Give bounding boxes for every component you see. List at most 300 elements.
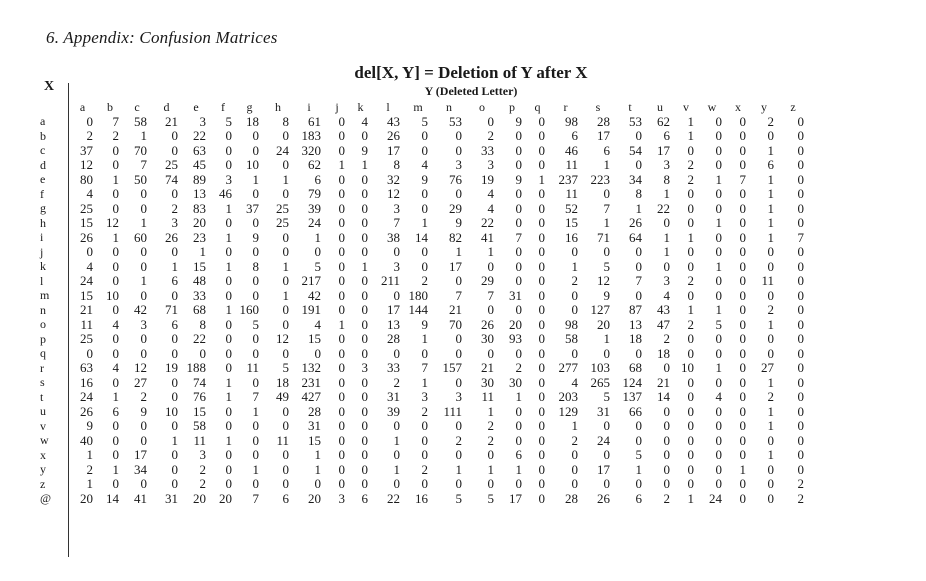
matrix-cell: 25	[80, 200, 93, 216]
matrix-cell: 7	[112, 113, 119, 129]
matrix-cell: 1	[515, 461, 522, 477]
matrix-cell: 20	[193, 215, 206, 231]
matrix-cell: 0	[171, 345, 178, 361]
matrix-cell: 0	[421, 345, 428, 361]
matrix-cell: 0	[538, 215, 545, 231]
matrix-cell: 0	[455, 476, 462, 492]
matrix-cell: 1	[252, 403, 259, 419]
matrix-cell: 2	[199, 476, 206, 492]
matrix-cell: 3	[225, 171, 232, 187]
matrix-cell: 0	[797, 157, 804, 173]
matrix-cell: 21	[657, 374, 670, 390]
matrix-cell: 4	[86, 258, 93, 274]
column-header-p: p	[509, 100, 515, 114]
matrix-cell: 0	[538, 316, 545, 332]
section-heading: 6. Appendix: Confusion Matrices	[46, 28, 278, 47]
table-row	[40, 114, 808, 129]
matrix-cell: 0	[140, 476, 147, 492]
row-header: f	[40, 186, 44, 201]
matrix-cell: 8	[252, 258, 259, 274]
matrix-cell: 0	[571, 476, 578, 492]
column-header-l: l	[386, 100, 390, 114]
matrix-cell: 0	[171, 461, 178, 477]
table-row	[40, 390, 808, 405]
matrix-cell: 23	[193, 229, 206, 245]
column-header-f: f	[221, 100, 225, 114]
matrix-cell: 0	[739, 345, 746, 361]
matrix-cell: 26	[387, 128, 400, 144]
column-header-d: d	[163, 100, 170, 114]
matrix-cell: 28	[308, 403, 321, 419]
matrix-cell: 20	[308, 490, 321, 506]
matrix-cell: 0	[112, 476, 119, 492]
table-row	[40, 433, 808, 448]
matrix-cell: 24	[597, 432, 610, 448]
matrix-cell: 3	[140, 316, 147, 332]
matrix-cell: 17	[597, 461, 610, 477]
matrix-cell: 0	[538, 142, 545, 158]
matrix-cell: 0	[338, 331, 345, 347]
matrix-cell: 0	[767, 345, 774, 361]
row-header: k	[40, 259, 46, 274]
matrix-cell: 0	[663, 461, 670, 477]
matrix-cell: 29	[449, 200, 462, 216]
matrix-cell: 1	[112, 461, 119, 477]
matrix-cell: 1	[487, 244, 494, 260]
matrix-cell: 0	[635, 287, 642, 303]
table-row	[40, 158, 808, 173]
matrix-cell: 7	[603, 200, 610, 216]
matrix-cell: 54	[629, 142, 642, 158]
row-header: z	[40, 476, 46, 491]
matrix-cell: 46	[565, 142, 578, 158]
matrix-cell: 2	[421, 273, 428, 289]
matrix-cell: 25	[276, 200, 289, 216]
column-header-o: o	[479, 100, 485, 114]
matrix-cell: 0	[797, 244, 804, 260]
matrix-cell: 9	[515, 113, 522, 129]
matrix-cell: 17	[657, 142, 670, 158]
matrix-cell: 0	[487, 302, 494, 318]
matrix-cell: 0	[663, 432, 670, 448]
matrix-cell: 0	[767, 258, 774, 274]
matrix-cell: 0	[487, 447, 494, 463]
matrix-cell: 0	[140, 186, 147, 202]
matrix-cell: 0	[538, 476, 545, 492]
matrix-cell: 0	[225, 316, 232, 332]
matrix-cell: 83	[193, 200, 206, 216]
matrix-cell: 89	[193, 171, 206, 187]
matrix-cell: 0	[338, 113, 345, 129]
matrix-cell: 0	[739, 113, 746, 129]
matrix-cell: 26	[80, 229, 93, 245]
matrix-cell: 0	[112, 432, 119, 448]
matrix-cell: 6	[112, 403, 119, 419]
matrix-cell: 63	[80, 360, 93, 376]
matrix-cell: 0	[515, 128, 522, 144]
matrix-cell: 34	[629, 171, 642, 187]
matrix-cell: 0	[767, 128, 774, 144]
matrix-cell: 3	[663, 157, 670, 173]
matrix-cell: 0	[393, 345, 400, 361]
matrix-cell: 0	[715, 229, 722, 245]
matrix-cell: 0	[112, 258, 119, 274]
matrix-cell: 1	[767, 171, 774, 187]
matrix-cell: 0	[252, 418, 259, 434]
matrix-cell: 58	[193, 418, 206, 434]
matrix-cell: 0	[739, 476, 746, 492]
matrix-cell: 0	[715, 331, 722, 347]
matrix-cell: 0	[635, 418, 642, 434]
matrix-cell: 1	[767, 403, 774, 419]
matrix-cell: 0	[715, 374, 722, 390]
matrix-cell: 1	[715, 215, 722, 231]
matrix-cell: 25	[276, 215, 289, 231]
matrix-cell: 1	[225, 200, 232, 216]
matrix-cell: 0	[455, 418, 462, 434]
matrix-cell: 0	[361, 229, 368, 245]
matrix-cell: 17	[387, 302, 400, 318]
matrix-cell: 0	[171, 244, 178, 260]
matrix-cell: 0	[314, 345, 321, 361]
matrix-cell: 1	[687, 229, 694, 245]
matrix-cell: 0	[635, 157, 642, 173]
matrix-cell: 0	[797, 374, 804, 390]
matrix-cell: 0	[571, 287, 578, 303]
matrix-cell: 0	[635, 476, 642, 492]
matrix-cell: 0	[282, 157, 289, 173]
matrix-cell: 37	[80, 142, 93, 158]
matrix-cell: 15	[565, 215, 578, 231]
matrix-cell: 0	[338, 302, 345, 318]
matrix-cell: 0	[282, 316, 289, 332]
matrix-cell: 66	[629, 403, 642, 419]
matrix-cell: 0	[282, 403, 289, 419]
matrix-cell: 0	[715, 403, 722, 419]
matrix-cell: 0	[361, 244, 368, 260]
matrix-cell: 1	[86, 447, 93, 463]
matrix-cell: 124	[622, 374, 642, 390]
matrix-cell: 17	[449, 258, 462, 274]
matrix-cell: 0	[252, 215, 259, 231]
matrix-cell: 12	[134, 360, 147, 376]
corner-cell	[40, 100, 68, 114]
matrix-cell: 8	[393, 157, 400, 173]
matrix-cell: 1	[338, 157, 345, 173]
matrix-cell: 1	[361, 157, 368, 173]
matrix-cell: 0	[797, 302, 804, 318]
row-header: o	[40, 317, 46, 332]
matrix-cell: 1	[252, 461, 259, 477]
matrix-cell: 0	[361, 403, 368, 419]
matrix-cell: 0	[361, 215, 368, 231]
matrix-cell: 0	[282, 345, 289, 361]
matrix-cell: 0	[171, 142, 178, 158]
matrix-cell: 0	[86, 113, 93, 129]
matrix-cell: 7	[393, 215, 400, 231]
matrix-cell: 47	[657, 316, 670, 332]
matrix-cell: 0	[739, 360, 746, 376]
matrix-cell: 211	[380, 273, 400, 289]
matrix-cell: 0	[225, 476, 232, 492]
matrix-cell: 183	[301, 128, 321, 144]
matrix-cell: 1	[767, 142, 774, 158]
matrix-cell: 1	[421, 215, 428, 231]
matrix-cell: 0	[361, 418, 368, 434]
matrix-cell: 0	[538, 345, 545, 361]
matrix-cell: 42	[308, 287, 321, 303]
matrix-cell: 43	[387, 113, 400, 129]
matrix-cell: 0	[140, 345, 147, 361]
matrix-cell: 0	[715, 287, 722, 303]
matrix-cell: 0	[252, 186, 259, 202]
matrix-cell: 22	[193, 128, 206, 144]
matrix-cell: 68	[193, 302, 206, 318]
matrix-cell: 2	[797, 476, 804, 492]
matrix-cell: 0	[687, 476, 694, 492]
matrix-cell: 1	[687, 490, 694, 506]
table-row	[40, 462, 808, 477]
matrix-cell: 0	[171, 374, 178, 390]
matrix-cell: 6	[515, 447, 522, 463]
matrix-cell: 0	[252, 244, 259, 260]
matrix-cell: 1	[140, 215, 147, 231]
matrix-cell: 0	[797, 142, 804, 158]
matrix-cell: 6	[314, 171, 321, 187]
matrix-cell: 2	[171, 200, 178, 216]
row-header: r	[40, 360, 44, 375]
matrix-cell: 0	[515, 258, 522, 274]
matrix-cell: 5	[603, 258, 610, 274]
matrix-title: del[X, Y] = Deletion of Y after X	[354, 63, 588, 82]
row-header: w	[40, 433, 49, 448]
matrix-cell: 1	[603, 157, 610, 173]
matrix-cell: 32	[387, 171, 400, 187]
matrix-cell: 0	[361, 447, 368, 463]
matrix-cell: 0	[797, 200, 804, 216]
matrix-cell: 1	[635, 200, 642, 216]
matrix-cell: 1	[767, 186, 774, 202]
matrix-cell: 0	[140, 200, 147, 216]
matrix-cell: 0	[140, 331, 147, 347]
matrix-cell: 0	[739, 403, 746, 419]
matrix-cell: 188	[186, 360, 206, 376]
matrix-cell: 0	[739, 447, 746, 463]
matrix-cell: 1	[515, 389, 522, 405]
table-row	[40, 346, 808, 361]
matrix-cell: 3	[455, 157, 462, 173]
matrix-cell: 1	[421, 374, 428, 390]
matrix-cell: 0	[797, 171, 804, 187]
matrix-cell: 0	[663, 258, 670, 274]
matrix-cell: 4	[361, 113, 368, 129]
matrix-cell: 18	[246, 113, 259, 129]
matrix-cell: 26	[80, 403, 93, 419]
matrix-cell: 0	[225, 360, 232, 376]
matrix-cell: 4	[663, 287, 670, 303]
matrix-cell: 80	[80, 171, 93, 187]
matrix-cell: 1	[538, 171, 545, 187]
matrix-cell: 0	[515, 142, 522, 158]
matrix-cell: 0	[86, 244, 93, 260]
column-header-i: i	[307, 100, 311, 114]
matrix-cell: 2	[571, 273, 578, 289]
matrix-cell: 1	[663, 229, 670, 245]
matrix-cell: 0	[361, 186, 368, 202]
matrix-cell: 0	[571, 244, 578, 260]
matrix-cell: 3	[199, 447, 206, 463]
matrix-cell: 0	[515, 200, 522, 216]
matrix-cell: 0	[797, 360, 804, 376]
matrix-cell: 0	[361, 345, 368, 361]
row-header: s	[40, 375, 45, 390]
matrix-cell: 5	[487, 490, 494, 506]
matrix-cell: 160	[239, 302, 259, 318]
matrix-cell: 5	[314, 258, 321, 274]
matrix-cell: 0	[282, 128, 289, 144]
matrix-cell: 12	[80, 157, 93, 173]
matrix-cell: 0	[225, 331, 232, 347]
matrix-cell: 7	[252, 389, 259, 405]
matrix-cell: 1	[487, 403, 494, 419]
matrix-cell: 1	[361, 258, 368, 274]
matrix-cell: 0	[603, 244, 610, 260]
matrix-cell: 0	[739, 273, 746, 289]
matrix-cell: 0	[797, 128, 804, 144]
matrix-cell: 103	[590, 360, 610, 376]
matrix-cell: 0	[739, 389, 746, 405]
matrix-cell: 0	[393, 287, 400, 303]
matrix-cell: 11	[276, 432, 289, 448]
matrix-cell: 24	[709, 490, 722, 506]
column-header-x: x	[735, 100, 741, 114]
matrix-cell: 0	[487, 345, 494, 361]
matrix-cell: 0	[687, 244, 694, 260]
matrix-cell: 0	[515, 186, 522, 202]
matrix-cell: 2	[687, 171, 694, 187]
matrix-cell: 39	[308, 200, 321, 216]
matrix-cell: 0	[739, 374, 746, 390]
matrix-cell: 11	[565, 157, 578, 173]
matrix-cell: 0	[571, 345, 578, 361]
matrix-cell: 24	[80, 389, 93, 405]
matrix-cell: 8	[199, 316, 206, 332]
matrix-cell: 4	[112, 316, 119, 332]
column-header-e: e	[193, 100, 199, 114]
matrix-cell: 20	[219, 490, 232, 506]
matrix-cell: 11	[481, 389, 494, 405]
matrix-cell: 1	[767, 447, 774, 463]
matrix-cell: 2	[86, 461, 93, 477]
matrix-cell: 0	[225, 345, 232, 361]
matrix-cell: 22	[193, 331, 206, 347]
matrix-cell: 18	[629, 331, 642, 347]
matrix-cell: 127	[590, 302, 610, 318]
matrix-cell: 10	[165, 403, 178, 419]
matrix-cell: 1	[687, 128, 694, 144]
matrix-cell: 15	[308, 432, 321, 448]
matrix-cell: 16	[80, 374, 93, 390]
matrix-cell: 20	[597, 316, 610, 332]
matrix-cell: 0	[421, 447, 428, 463]
matrix-cell: 0	[171, 447, 178, 463]
matrix-cell: 0	[421, 244, 428, 260]
matrix-cell: 0	[715, 157, 722, 173]
matrix-cell: 0	[663, 476, 670, 492]
matrix-cell: 0	[687, 331, 694, 347]
matrix-cell: 1	[282, 171, 289, 187]
matrix-cell: 0	[687, 389, 694, 405]
matrix-cell: 0	[361, 476, 368, 492]
matrix-cell: 71	[597, 229, 610, 245]
matrix-cell: 0	[338, 273, 345, 289]
row-header: c	[40, 143, 46, 158]
matrix-cell: 3	[393, 258, 400, 274]
matrix-cell: 144	[408, 302, 428, 318]
matrix-cell: 0	[112, 200, 119, 216]
matrix-cell: 0	[455, 374, 462, 390]
matrix-cell: 0	[112, 374, 119, 390]
matrix-cell: 1	[225, 229, 232, 245]
matrix-cell: 0	[361, 287, 368, 303]
matrix-cell: 61	[308, 113, 321, 129]
column-header-m: m	[413, 100, 423, 114]
matrix-cell: 2	[487, 432, 494, 448]
matrix-cell: 27	[761, 360, 774, 376]
matrix-cell: 1	[571, 258, 578, 274]
matrix-cell: 0	[767, 244, 774, 260]
matrix-cell: 17	[134, 447, 147, 463]
matrix-cell: 0	[338, 171, 345, 187]
matrix-cell: 30	[509, 374, 522, 390]
matrix-cell: 0	[455, 447, 462, 463]
row-header: h	[40, 215, 46, 230]
matrix-cell: 1	[225, 432, 232, 448]
matrix-cell: 26	[629, 215, 642, 231]
matrix-cell: 49	[276, 389, 289, 405]
matrix-cell: 0	[487, 258, 494, 274]
matrix-cell: 17	[509, 490, 522, 506]
matrix-cell: 0	[687, 186, 694, 202]
table-row	[40, 419, 808, 434]
matrix-cell: 0	[687, 200, 694, 216]
matrix-cell: 0	[361, 171, 368, 187]
matrix-cell: 1	[455, 461, 462, 477]
matrix-cell: 0	[338, 345, 345, 361]
matrix-cell: 0	[687, 258, 694, 274]
matrix-cell: 28	[565, 490, 578, 506]
matrix-cell: 31	[597, 403, 610, 419]
column-header-q: q	[534, 100, 541, 114]
row-header: g	[40, 201, 46, 216]
matrix-cell: 0	[282, 244, 289, 260]
row-header: e	[40, 172, 46, 187]
matrix-cell: 27	[134, 374, 147, 390]
matrix-cell: 30	[481, 374, 494, 390]
matrix-cell: 0	[225, 128, 232, 144]
matrix-cell: 0	[338, 186, 345, 202]
matrix-cell: 0	[515, 345, 522, 361]
matrix-cell: 0	[571, 447, 578, 463]
matrix-cell: 9	[455, 215, 462, 231]
matrix-cell: 0	[282, 418, 289, 434]
matrix-cell: 15	[193, 258, 206, 274]
matrix-cell: 26	[597, 490, 610, 506]
confusion-matrix-table	[40, 100, 808, 506]
matrix-cell: 1	[86, 476, 93, 492]
matrix-cell: 0	[663, 447, 670, 463]
matrix-cell: 0	[225, 287, 232, 303]
